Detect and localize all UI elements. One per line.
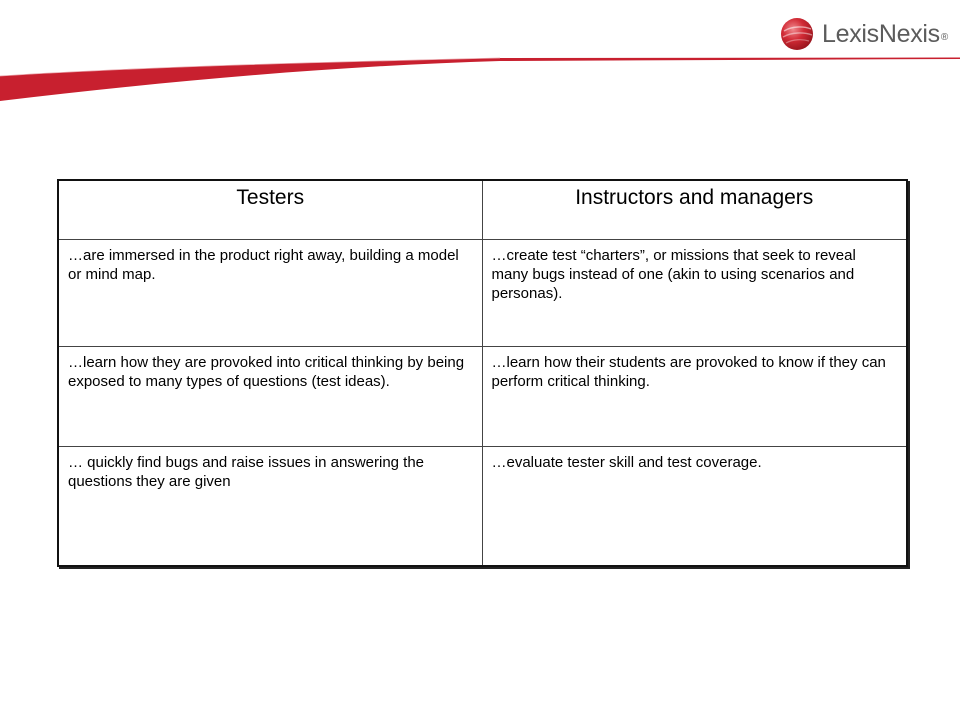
column-header-instructors: Instructors and managers xyxy=(482,180,907,240)
instructors-cell: …learn how their students are provoked to know if they can perform critical thinking. xyxy=(482,347,907,447)
table-row xyxy=(58,240,907,347)
table-row xyxy=(58,347,907,447)
lexisnexis-logo xyxy=(780,14,948,54)
logo-wordmark: LexisNexis® xyxy=(822,19,948,48)
instructors-cell: …evaluate tester skill and test coverage. xyxy=(482,447,907,567)
instructors-cell: …create test “charters”, or missions that seek to reveal many bugs instead of one (akin to using scenarios and personas). xyxy=(482,240,907,347)
table-row xyxy=(58,447,907,567)
testers-cell: … quickly find bugs and raise issues in answering the questions they are given xyxy=(58,447,482,567)
comparison-table xyxy=(57,179,908,567)
logo-sphere-icon xyxy=(780,17,814,51)
testers-cell: …learn how they are provoked into critical thinking by being exposed to many types of questions (test ideas). xyxy=(58,347,482,447)
column-header-testers: Testers xyxy=(58,180,482,240)
testers-cell: …are immersed in the product right away, building a model or mind map. xyxy=(58,240,482,347)
table-header-row xyxy=(58,180,907,240)
